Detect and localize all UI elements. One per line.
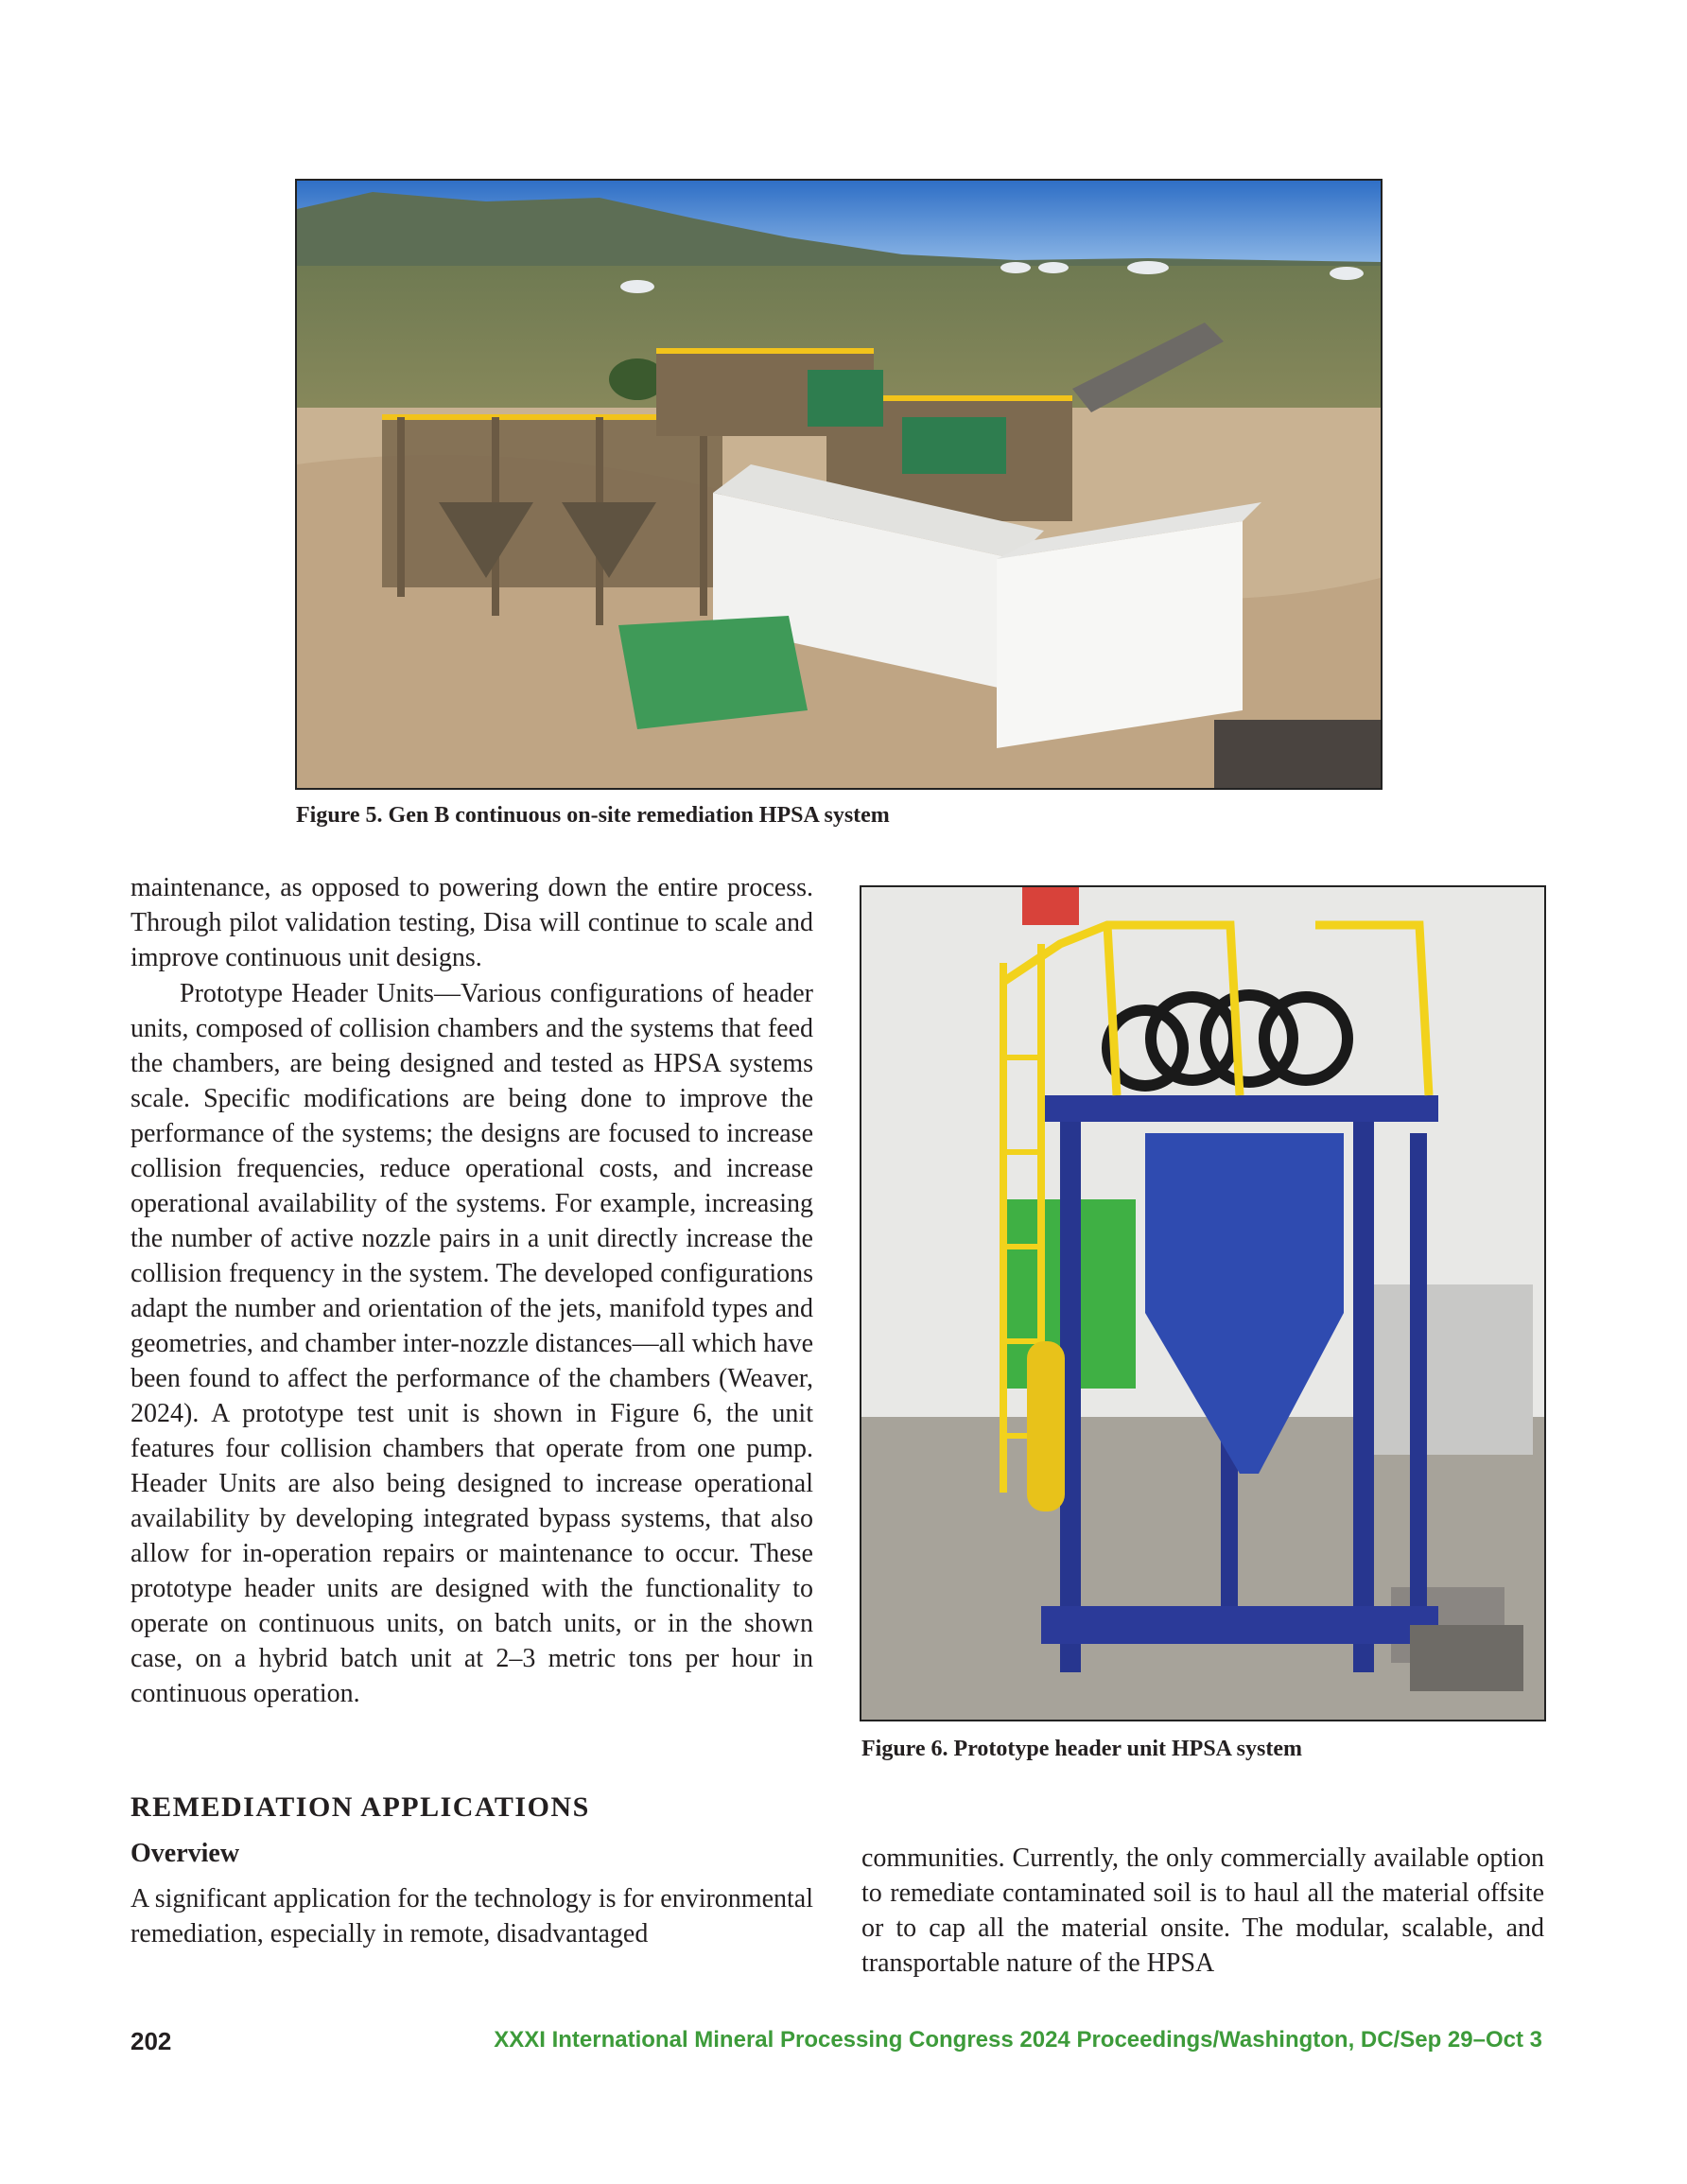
body-paragraph: A significant application for the technology is for environmental remediation, especially in remote, disadvantaged — [130, 1884, 813, 1948]
running-footer: XXXI International Mineral Processing Congress 2024 Proceedings/Washington, DC/Sep 29–Oct 3 — [494, 2027, 1542, 2053]
body-paragraph: maintenance, as opposed to powering down the entire process. Through pilot validation testing, Disa will continue to scale and improve continuous unit designs. — [130, 873, 813, 972]
header-unit-image — [861, 887, 1544, 1720]
subsection-heading: Overview — [130, 1839, 240, 1868]
page-number: 202 — [130, 2027, 172, 2055]
aerial-site-image — [297, 181, 1381, 788]
figure-5-photo — [295, 179, 1383, 790]
figure-6-caption: Figure 6. Prototype header unit HPSA system — [861, 1737, 1302, 1761]
body-paragraph: Prototype Header Units—Various configurations of header units, composed of collision chambers and the systems that feed the chambers, are being designed and tested as HPSA systems scale. Specific modifications are being done to improve the performance of the systems; the designs are focused to increase collision frequencies, reduce operational costs, and increase operational availability of the systems. For example, increasing the number of active nozzle pairs in a unit directly increase the collision frequency in the system. The developed configurations adapt the number and orientation of the jets, manifold types and geometries, and chamber inter-nozzle distances—all which have been found to affect the performance of the chambers (Weaver, 2024). A prototype test unit is shown in Figure 6, the unit features four collision chambers that operate from one pump. Header Units are also being designed to increase operational availability by developing integrated bypass systems, that also allow for in-operation repairs or maintenance to occur. These prototype header units are designed with the functionality to operate on continuous units, on batch units, or in the shown case, on a hybrid batch unit at 2–3 metric tons per hour in continuous operation. — [130, 979, 813, 1708]
body-paragraph: communities. Currently, the only commercially available option to remediate contaminated soil is to haul all the material offsite or to cap all the material onsite. The modular, scalable, and transportable nature of the HPSA — [861, 1843, 1544, 1978]
section-heading: REMEDIATION APPLICATIONS — [130, 1791, 590, 1823]
figure-5-caption: Figure 5. Gen B continuous on-site remediation HPSA system — [296, 803, 890, 828]
figure-6-photo — [860, 885, 1546, 1721]
